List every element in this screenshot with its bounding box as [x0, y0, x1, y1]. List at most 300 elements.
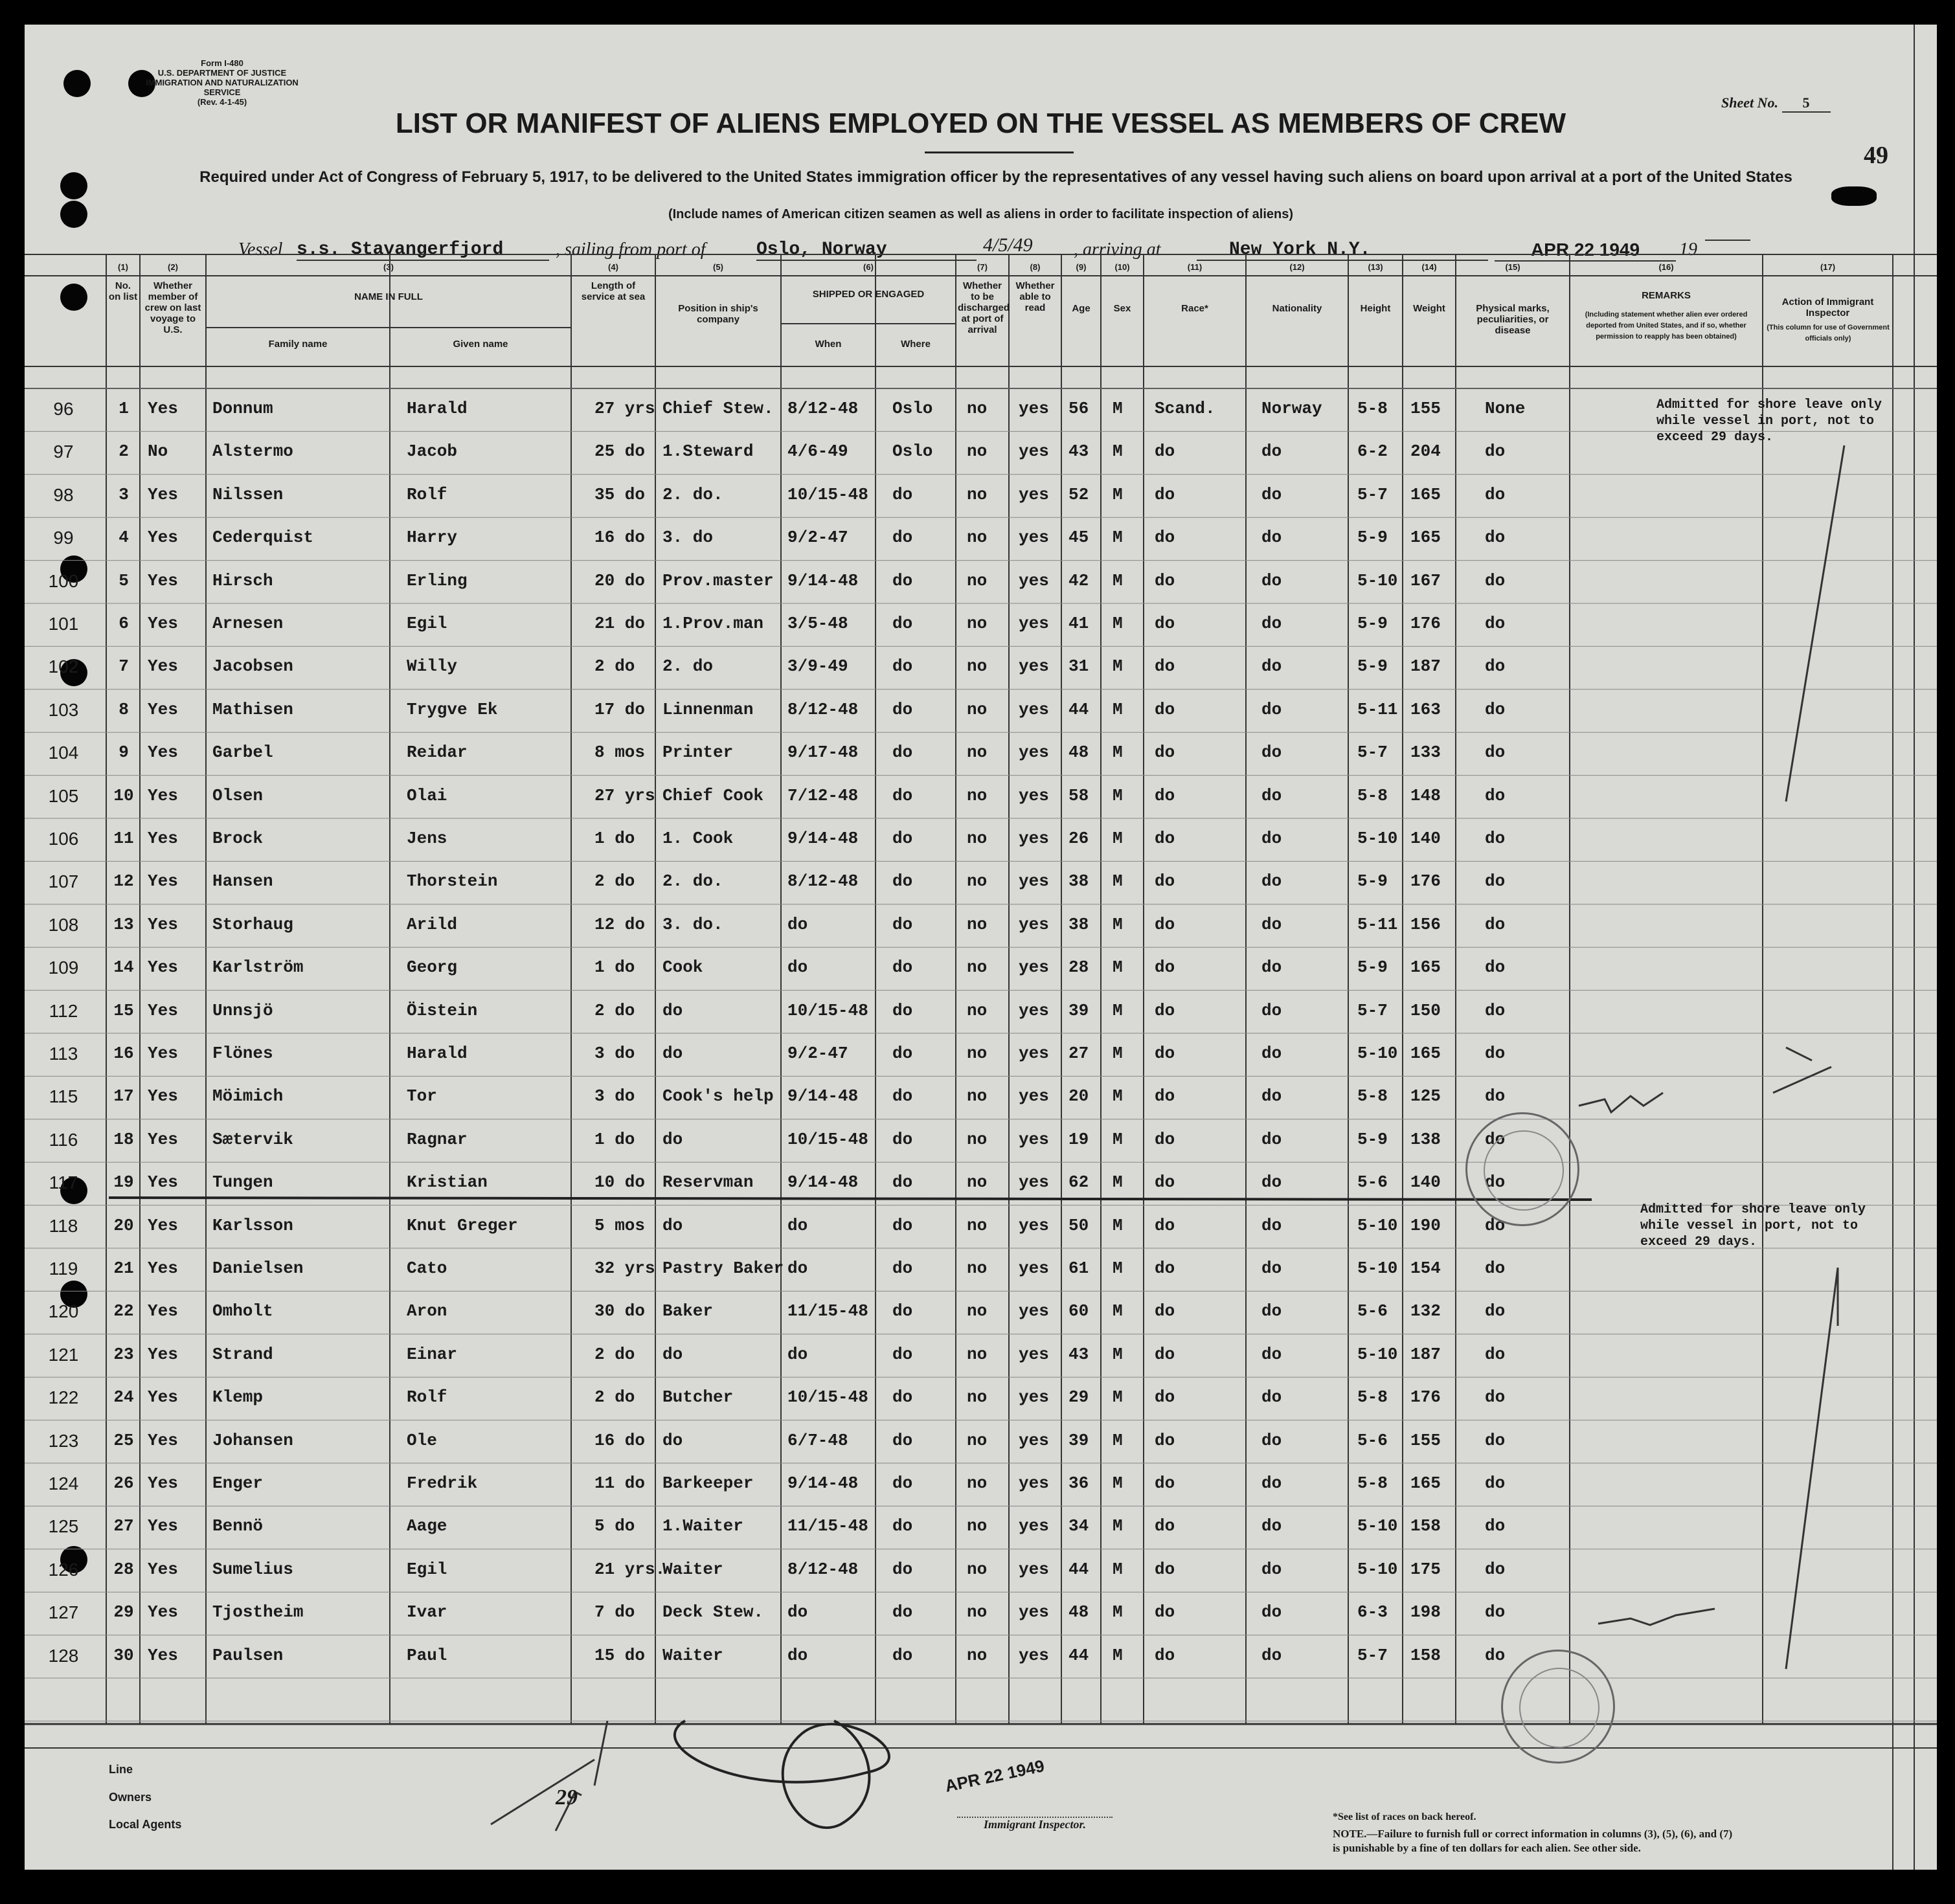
cell-svc: 2 do — [594, 871, 635, 891]
cell-marks: do — [1485, 699, 1506, 719]
cell-no: 30 — [113, 1645, 134, 1665]
column-header: Race* — [1181, 303, 1208, 314]
cell-pos: Chief Stew. — [662, 399, 774, 418]
column-number: (8) — [1030, 262, 1041, 272]
cell-read: yes — [1019, 1129, 1049, 1149]
cell-age: 56 — [1068, 399, 1089, 418]
cell-read: yes — [1019, 743, 1049, 763]
cell-race: do — [1155, 484, 1175, 504]
cell-disch: no — [967, 1344, 988, 1364]
cell-sex: M — [1113, 1301, 1123, 1321]
cell-ht: 5-10 — [1357, 570, 1398, 590]
cell-fam: Sumelius — [212, 1559, 293, 1579]
cell-marks: do — [1485, 1215, 1506, 1235]
cell-age: 42 — [1068, 570, 1089, 590]
cell-given: Paul — [407, 1645, 447, 1665]
column-number: (9) — [1076, 262, 1087, 272]
cell-age: 44 — [1068, 1645, 1089, 1665]
column-header: NAME IN FULL — [354, 291, 423, 302]
cell-nat: do — [1261, 699, 1282, 719]
cell-svc: 21 do — [594, 614, 646, 633]
cell-last: Yes — [148, 528, 178, 548]
cell-line: 109 — [48, 958, 79, 978]
cell-disch: no — [967, 1516, 988, 1536]
cell-wt: 204 — [1410, 442, 1441, 462]
cell-read: yes — [1019, 871, 1049, 891]
cell-race: do — [1155, 871, 1175, 891]
cell-svc: 17 do — [594, 699, 646, 719]
cell-ht: 5-8 — [1357, 785, 1388, 805]
cell-when: 11/15-48 — [787, 1301, 868, 1321]
cell-when: 10/15-48 — [787, 1387, 868, 1407]
column-number: (5) — [713, 262, 723, 272]
cell-wt: 155 — [1410, 399, 1441, 418]
cell-when: 8/12-48 — [787, 871, 859, 891]
cell-disch: no — [967, 1086, 988, 1106]
cell-race: do — [1155, 1215, 1175, 1235]
cell-line: 128 — [48, 1645, 79, 1666]
cell-disch: no — [967, 399, 988, 418]
cell-given: Erling — [407, 570, 468, 590]
cell-wt: 198 — [1410, 1602, 1441, 1622]
cell-no: 12 — [113, 871, 134, 891]
cell-where: Oslo — [892, 442, 933, 462]
cell-read: yes — [1019, 1559, 1049, 1579]
cell-nat: Norway — [1261, 399, 1322, 418]
column-header: Sex — [1113, 303, 1131, 314]
cell-svc: 5 do — [594, 1516, 635, 1536]
cell-given: Thorstein — [407, 871, 498, 891]
cell-marks: do — [1485, 1516, 1506, 1536]
cell-ht: 5-9 — [1357, 1129, 1388, 1149]
cell-disch: no — [967, 743, 988, 763]
table-row — [25, 1119, 1937, 1162]
cell-marks: do — [1485, 871, 1506, 891]
cell-last: Yes — [148, 484, 178, 504]
cell-pos: 1.Steward — [662, 442, 754, 462]
table-row — [25, 1248, 1937, 1291]
cell-given: Rolf — [407, 484, 447, 504]
cell-no: 25 — [113, 1430, 134, 1450]
cell-age: 39 — [1068, 1000, 1089, 1020]
cell-where: do — [892, 785, 913, 805]
cell-no: 17 — [113, 1086, 134, 1106]
cell-nat: do — [1261, 528, 1282, 548]
cell-disch: no — [967, 1602, 988, 1622]
column-header: SHIPPED OR ENGAGED — [812, 289, 925, 300]
table-row — [25, 1506, 1937, 1549]
cell-line: 113 — [49, 1044, 78, 1064]
cell-last: Yes — [148, 785, 178, 805]
cell-pos: Reservman — [662, 1172, 754, 1193]
cell-ht: 5-7 — [1357, 1645, 1388, 1665]
cell-no: 13 — [113, 914, 134, 934]
cell-where: do — [892, 1645, 913, 1665]
table-row — [25, 1291, 1937, 1334]
cell-wt: 132 — [1410, 1301, 1441, 1321]
column-header: Length of service at sea — [581, 280, 646, 302]
cell-age: 61 — [1068, 1259, 1089, 1278]
column-subheader: (This column for use of Government officials only) — [1767, 324, 1890, 342]
cell-svc: 1 do — [594, 1129, 635, 1149]
cell-marks: do — [1485, 484, 1506, 504]
cell-nat: do — [1261, 614, 1282, 633]
consular-seal — [1501, 1650, 1615, 1764]
cell-last: Yes — [148, 914, 178, 934]
cell-wt: 125 — [1410, 1086, 1441, 1106]
cell-line: 105 — [48, 785, 79, 806]
cell-svc: 32 yrs — [594, 1259, 655, 1278]
cell-age: 19 — [1068, 1129, 1089, 1149]
cell-no: 10 — [113, 785, 134, 805]
cell-marks: do — [1485, 1430, 1506, 1450]
cell-where: do — [892, 1559, 913, 1579]
cell-read: yes — [1019, 528, 1049, 548]
cell-age: 45 — [1068, 528, 1089, 548]
cell-svc: 2 do — [594, 656, 635, 677]
cell-line: 120 — [48, 1301, 79, 1322]
cell-last: Yes — [148, 1645, 178, 1665]
sheet-number: Sheet No. 5 — [1721, 95, 1831, 113]
cell-age: 58 — [1068, 785, 1089, 805]
cell-wt: 150 — [1410, 1000, 1441, 1020]
cell-marks: do — [1485, 1602, 1506, 1622]
cell-race: do — [1155, 1044, 1175, 1063]
cell-disch: no — [967, 1215, 988, 1235]
cell-race: do — [1155, 1430, 1175, 1450]
cell-when: do — [787, 1215, 808, 1235]
cell-line: 116 — [49, 1129, 78, 1150]
cell-age: 31 — [1068, 656, 1089, 677]
cell-line: 99 — [53, 528, 74, 548]
cell-read: yes — [1019, 699, 1049, 719]
cell-race: do — [1155, 614, 1175, 633]
cell-disch: no — [967, 785, 988, 805]
cell-given: Harry — [407, 528, 458, 548]
table-row — [25, 1463, 1937, 1506]
cell-read: yes — [1019, 1259, 1049, 1278]
cell-given: Jens — [407, 829, 447, 848]
cell-wt: 158 — [1410, 1516, 1441, 1536]
cell-race: do — [1155, 1559, 1175, 1579]
cell-sex: M — [1113, 1259, 1123, 1278]
cell-where: do — [892, 1387, 913, 1407]
cell-pos: Waiter — [662, 1559, 723, 1579]
cell-when: do — [787, 1602, 808, 1622]
cell-pos: Cook's help — [662, 1086, 774, 1106]
cell-line: 115 — [49, 1086, 78, 1107]
column-header: REMARKS — [1642, 290, 1691, 301]
cell-ht: 5-8 — [1357, 1387, 1388, 1407]
cell-where: do — [892, 1215, 913, 1235]
cell-race: do — [1155, 528, 1175, 548]
cell-given: Fredrik — [407, 1473, 478, 1493]
cell-nat: do — [1261, 958, 1282, 978]
cell-age: 41 — [1068, 614, 1089, 633]
cell-marks: do — [1485, 614, 1506, 633]
cell-where: do — [892, 1044, 913, 1063]
table-row — [25, 991, 1937, 1033]
cell-where: do — [892, 656, 913, 677]
cell-disch: no — [967, 614, 988, 633]
cell-pos: do — [662, 1129, 683, 1149]
cell-pos: Barkeeper — [662, 1473, 754, 1493]
cell-fam: Johansen — [212, 1430, 293, 1450]
cell-read: yes — [1019, 1172, 1049, 1193]
race-note: *See list of races on back hereof. — [1333, 1811, 1476, 1822]
cell-no: 29 — [113, 1602, 134, 1622]
cell-read: yes — [1019, 442, 1049, 462]
table-row — [25, 603, 1937, 646]
penalty-note: NOTE.—Failure to furnish full or correct information in columns (3), (5), (6), and (7) is punishable by a fine of ten dollars for each alien. See other side. — [1333, 1828, 1733, 1854]
cell-when: 9/14-48 — [787, 1473, 859, 1493]
remark-shore-leave: Admitted for shore leave only while vessel in port, not to exceed 29 days. — [1640, 1202, 1866, 1249]
cell-marks: None — [1485, 399, 1526, 418]
cell-disch: no — [967, 1172, 988, 1193]
cell-given: Tor — [407, 1086, 437, 1106]
cell-where: do — [892, 871, 913, 891]
cell-given: Egil — [407, 614, 447, 633]
column-header: Height — [1360, 303, 1391, 314]
table-row — [25, 1549, 1937, 1592]
cell-where: do — [892, 484, 913, 504]
cell-disch: no — [967, 1645, 988, 1665]
cell-line: 98 — [53, 484, 74, 505]
cell-sex: M — [1113, 958, 1123, 978]
cell-svc: 5 mos — [594, 1215, 646, 1235]
cell-ht: 5-10 — [1357, 1559, 1398, 1579]
cell-where: do — [892, 1344, 913, 1364]
column-number: (16) — [1658, 262, 1674, 272]
cell-fam: Alstermo — [212, 442, 293, 462]
cell-pos: Linnenman — [662, 699, 754, 719]
cell-fam: Enger — [212, 1473, 264, 1493]
cell-nat: do — [1261, 1259, 1282, 1278]
cell-nat: do — [1261, 484, 1282, 504]
cell-read: yes — [1019, 1387, 1049, 1407]
sailing-label: , sailing from port of — [556, 240, 706, 260]
cell-no: 22 — [113, 1301, 134, 1321]
cell-ht: 5-8 — [1357, 399, 1388, 418]
cell-ht: 5-10 — [1357, 829, 1398, 848]
cell-sex: M — [1113, 399, 1123, 418]
cell-disch: no — [967, 656, 988, 677]
cell-pos: Prov.master — [662, 570, 774, 590]
cell-nat: do — [1261, 1559, 1282, 1579]
cell-ht: 5-9 — [1357, 614, 1388, 633]
cell-fam: Arnesen — [212, 614, 284, 633]
cell-read: yes — [1019, 1344, 1049, 1364]
cell-svc: 27 yrs — [594, 399, 655, 418]
cell-last: Yes — [148, 1044, 178, 1063]
cell-pos: Chief Cook — [662, 785, 764, 805]
cell-ht: 5-9 — [1357, 958, 1388, 978]
cell-svc: 10 do — [594, 1172, 646, 1193]
cell-svc: 2 do — [594, 1387, 635, 1407]
cell-pos: 1.Waiter — [662, 1516, 743, 1536]
cell-wt: 165 — [1410, 528, 1441, 548]
cell-race: do — [1155, 914, 1175, 934]
cell-ht: 5-10 — [1357, 1259, 1398, 1278]
cell-marks: do — [1485, 442, 1506, 462]
cell-line: 118 — [49, 1215, 78, 1236]
cell-given: Trygve Ek — [407, 699, 498, 719]
cell-line: 112 — [49, 1000, 78, 1021]
vessel-label: Vessel — [238, 240, 283, 260]
cell-pos: do — [662, 1430, 683, 1450]
cell-sex: M — [1113, 1172, 1123, 1193]
cell-fam: Klemp — [212, 1387, 264, 1407]
cell-svc: 1 do — [594, 829, 635, 848]
table-row — [25, 1033, 1937, 1076]
cell-race: do — [1155, 1086, 1175, 1106]
cell-line: 124 — [48, 1473, 79, 1494]
cell-svc: 35 do — [594, 484, 646, 504]
cell-no: 27 — [113, 1516, 134, 1536]
cell-no: 26 — [113, 1473, 134, 1493]
column-number: (17) — [1820, 262, 1836, 272]
cell-given: Einar — [407, 1344, 458, 1364]
cell-pos: do — [662, 1215, 683, 1235]
cell-line: 108 — [48, 914, 79, 935]
cell-last: No — [148, 442, 168, 462]
cell-marks: do — [1485, 914, 1506, 934]
cell-where: Oslo — [892, 399, 933, 418]
cell-last: Yes — [148, 656, 178, 677]
cell-fam: Tjostheim — [212, 1602, 304, 1622]
cell-line: 103 — [48, 699, 79, 720]
handwritten-date: 4/5/49 — [983, 234, 1033, 256]
cell-given: Jacob — [407, 442, 458, 462]
cell-age: 36 — [1068, 1473, 1089, 1493]
cell-disch: no — [967, 914, 988, 934]
cell-disch: no — [967, 1000, 988, 1020]
cell-given: Kristian — [407, 1172, 488, 1193]
cell-when: 10/15-48 — [787, 484, 868, 504]
cell-race: do — [1155, 1645, 1175, 1665]
cell-race: do — [1155, 699, 1175, 719]
arrival-port: New York N.Y. — [1197, 240, 1488, 261]
column-header: Weight — [1413, 303, 1445, 314]
cell-last: Yes — [148, 1559, 178, 1579]
manifest-sheet — [25, 25, 1937, 1870]
cell-given: Georg — [407, 958, 458, 978]
cell-line: 97 — [53, 442, 74, 462]
cell-svc: 27 yrs — [594, 785, 655, 805]
cell-svc: 16 do — [594, 1430, 646, 1450]
cell-wt: 165 — [1410, 484, 1441, 504]
cell-wt: 140 — [1410, 1172, 1441, 1193]
cell-sex: M — [1113, 1344, 1123, 1364]
cell-wt: 148 — [1410, 785, 1441, 805]
arrival-date: APR 22 1949 — [1495, 240, 1676, 262]
cell-marks: do — [1485, 570, 1506, 590]
cell-nat: do — [1261, 871, 1282, 891]
remark-shore-leave: Admitted for shore leave only while vessel in port, not to exceed 29 days. — [1656, 398, 1882, 445]
cell-where: do — [892, 1259, 913, 1278]
table-row — [25, 689, 1937, 732]
cell-last: Yes — [148, 614, 178, 633]
cell-sex: M — [1113, 1516, 1123, 1536]
column-subheader: (Including statement whether alien ever ordered deported from United States, and if so, whether permission to reapply has been obtained) — [1585, 311, 1748, 341]
cell-svc: 11 do — [594, 1473, 646, 1493]
cell-fam: Paulsen — [212, 1645, 284, 1665]
cell-read: yes — [1019, 1602, 1049, 1622]
table-row — [25, 1635, 1937, 1678]
cell-age: 48 — [1068, 743, 1089, 763]
cell-wt: 165 — [1410, 1473, 1441, 1493]
cell-pos: 2. do. — [662, 871, 723, 891]
cell-line: 127 — [48, 1602, 79, 1623]
cell-pos: Butcher — [662, 1387, 734, 1407]
cell-line: 100 — [48, 570, 79, 591]
cell-disch: no — [967, 1129, 988, 1149]
column-subheader: When — [815, 339, 842, 350]
cell-fam: Cederquist — [212, 528, 314, 548]
cell-where: do — [892, 743, 913, 763]
table-row — [25, 475, 1937, 517]
cell-pos: Printer — [662, 743, 734, 763]
cell-marks: do — [1485, 958, 1506, 978]
cell-line: 101 — [48, 614, 79, 634]
cell-marks: do — [1485, 1129, 1506, 1149]
cell-age: 52 — [1068, 484, 1089, 504]
cell-pos: 1. Cook — [662, 829, 734, 848]
cell-read: yes — [1019, 1473, 1049, 1493]
table-row — [25, 388, 1937, 431]
cell-age: 43 — [1068, 442, 1089, 462]
cell-sex: M — [1113, 871, 1123, 891]
cell-when: 9/14-48 — [787, 1086, 859, 1106]
cell-given: Ole — [407, 1430, 437, 1450]
cell-ht: 5-10 — [1357, 1516, 1398, 1536]
cell-nat: do — [1261, 1301, 1282, 1321]
column-number: (4) — [608, 262, 618, 272]
column-header: Whether to be discharged at port of arrival — [958, 280, 1010, 335]
cell-given: Rolf — [407, 1387, 447, 1407]
cell-disch: no — [967, 1430, 988, 1450]
cell-nat: do — [1261, 1129, 1282, 1149]
cell-sex: M — [1113, 484, 1123, 504]
cell-when: 10/15-48 — [787, 1000, 868, 1020]
cell-sex: M — [1113, 528, 1123, 548]
cell-last: Yes — [148, 1473, 178, 1493]
cell-given: Aage — [407, 1516, 447, 1536]
cell-wt: 187 — [1410, 1344, 1441, 1364]
inspection-date-stamp: APR 22 1949 — [943, 1756, 1046, 1796]
cell-marks: do — [1485, 1301, 1506, 1321]
cell-svc: 16 do — [594, 528, 646, 548]
cell-read: yes — [1019, 958, 1049, 978]
cell-no: 16 — [113, 1044, 134, 1063]
cell-ht: 5-9 — [1357, 528, 1388, 548]
cell-race: do — [1155, 1602, 1175, 1622]
cell-pos: do — [662, 1000, 683, 1020]
cell-fam: Omholt — [212, 1301, 273, 1321]
cell-when: 3/5-48 — [787, 614, 848, 633]
cell-disch: no — [967, 570, 988, 590]
cell-where: do — [892, 829, 913, 848]
cell-read: yes — [1019, 1215, 1049, 1235]
cell-svc: 1 do — [594, 958, 635, 978]
column-header: Physical marks, peculiarities, or disease — [1476, 303, 1550, 336]
cell-svc: 2 do — [594, 1000, 635, 1020]
column-number: (6) — [863, 262, 874, 272]
cell-sex: M — [1113, 1430, 1123, 1450]
column-number: (12) — [1289, 262, 1305, 272]
cell-fam: Möimich — [212, 1086, 284, 1106]
cell-line: 102 — [48, 656, 79, 677]
